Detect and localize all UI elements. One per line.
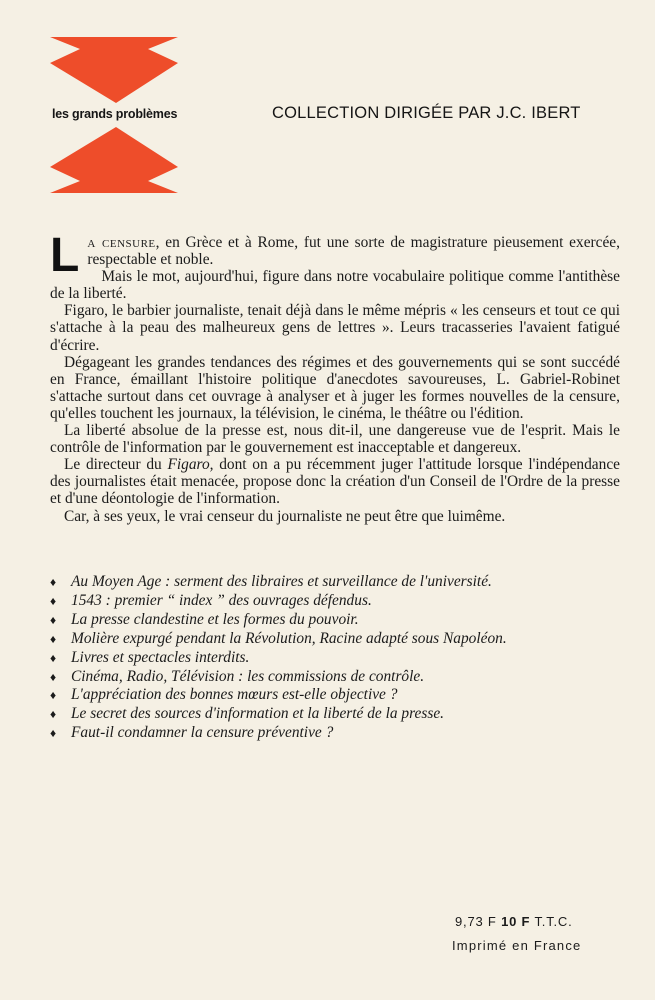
diamond-bullet-icon: ♦ — [50, 726, 57, 741]
paragraph-6-end: dont on a pu récemment juger l'attitude lorsque l'indépendance des journalistes était menacée, propose donc la création d'un Conseil de l'Ordre de la presse et d'une déontologie de l'information. — [50, 456, 620, 508]
topic-text: La presse clandestine et les formes du pouvoir. — [71, 610, 359, 628]
logo-bottom-arrows-shape — [50, 127, 178, 193]
topic-text: Au Moyen Age : serment des libraires et surveillance de l'université. — [71, 573, 492, 590]
paragraph-1-smallcaps: a censure — [87, 234, 156, 251]
paragraph-1 — [50, 229, 620, 282]
price-new: 10 F — [501, 914, 531, 929]
topic-item — [50, 592, 630, 611]
logo-top-polygon — [50, 37, 178, 103]
series-name: les grands problèmes — [52, 107, 178, 121]
paragraph-3: Figaro, le barbier journaliste, tenait déjà dans le même mépris « les censeurs et tout ce qui s'attache à la peau des malheureux gens de lettres ». Leurs tracasseries l'avaient fatigué d'écrire. — [50, 302, 620, 354]
price-old: 9,73 F — [455, 914, 497, 929]
topic-item — [50, 705, 630, 724]
printed-in-france: Imprimé en France — [452, 938, 582, 953]
topic-item — [50, 611, 630, 630]
paragraph-7: Car, à ses yeux, le vrai censeur du journaliste ne peut être que luimême. — [64, 507, 506, 525]
price-line — [455, 914, 573, 929]
logo-top-arrows-shape — [50, 37, 178, 103]
paragraph-5: La liberté absolue de la presse est, nous dit-il, une dangereuse vue de l'esprit. Mais le contrôle de l'information par le gouvernement est inacceptable et dangereux. — [50, 422, 620, 457]
logo-bottom-polygon — [50, 127, 178, 193]
series-logo — [50, 37, 178, 195]
topic-text: L'appréciation des bonnes mœurs est-elle objective ? — [71, 686, 398, 704]
paragraph-6-start: Le directeur du — [64, 456, 168, 474]
diamond-bullet-icon: ♦ — [50, 575, 57, 589]
topic-text: Faut-il condamner la censure préventive ? — [71, 724, 334, 742]
diamond-bullet-icon: ♦ — [50, 612, 57, 627]
topics-list — [50, 573, 630, 743]
topic-item — [50, 630, 630, 649]
paragraph-2: Mais le mot, aujourd'hui, figure dans notre vocabulaire politique comme l'antithèse de la liberté. — [50, 268, 620, 303]
back-cover-text — [50, 229, 620, 525]
collection-title: COLLECTION DIRIGÉE PAR J.C. IBERT — [272, 104, 581, 122]
figaro-italic: Figaro, — [167, 456, 214, 474]
diamond-bullet-icon: ♦ — [50, 669, 57, 684]
topic-text: 1543 : premier “ index ” des ouvrages défendus. — [71, 591, 372, 609]
topic-item — [50, 649, 630, 668]
diamond-bullet-icon: ♦ — [50, 593, 57, 608]
diamond-bullet-icon: ♦ — [50, 707, 57, 722]
topic-item — [50, 686, 630, 705]
diamond-bullet-icon: ♦ — [50, 650, 57, 665]
diamond-bullet-icon: ♦ — [50, 688, 57, 703]
paragraph-1-text: , en Grèce et à Rome, fut une sorte de magistrature pieusement exercée, respectable et noble. — [87, 234, 620, 269]
diamond-bullet-icon: ♦ — [50, 631, 57, 646]
topic-item — [50, 724, 630, 743]
topic-text: Livres et spectacles interdits. — [71, 648, 250, 666]
topic-item — [50, 573, 630, 592]
topic-text: Cinéma, Radio, Télévision : les commissions de contrôle. — [71, 667, 425, 685]
price-tax: T.T.C. — [534, 914, 573, 929]
paragraph-4: Dégageant les grandes tendances des régimes et des gouvernements qui se sont succédé en France, émaillant l'histoire politique d'anecdotes savoureuses, L. Gabriel-Robinet s'attache surtout dans cet ouvrage à analyser et à juger les formes nouvelles de la censure, qu'elles touchent les journaux, la télévision, le cinéma, le théâtre ou l'édition. — [50, 353, 620, 422]
topic-text: Molière expurgé pendant la Révolution, Racine adapté sous Napoléon. — [71, 629, 507, 647]
topic-text: Le secret des sources d'information et la liberté de la presse. — [71, 705, 445, 723]
topic-item — [50, 668, 630, 687]
drop-cap: L — [50, 229, 80, 282]
paragraph-6 — [50, 456, 620, 507]
